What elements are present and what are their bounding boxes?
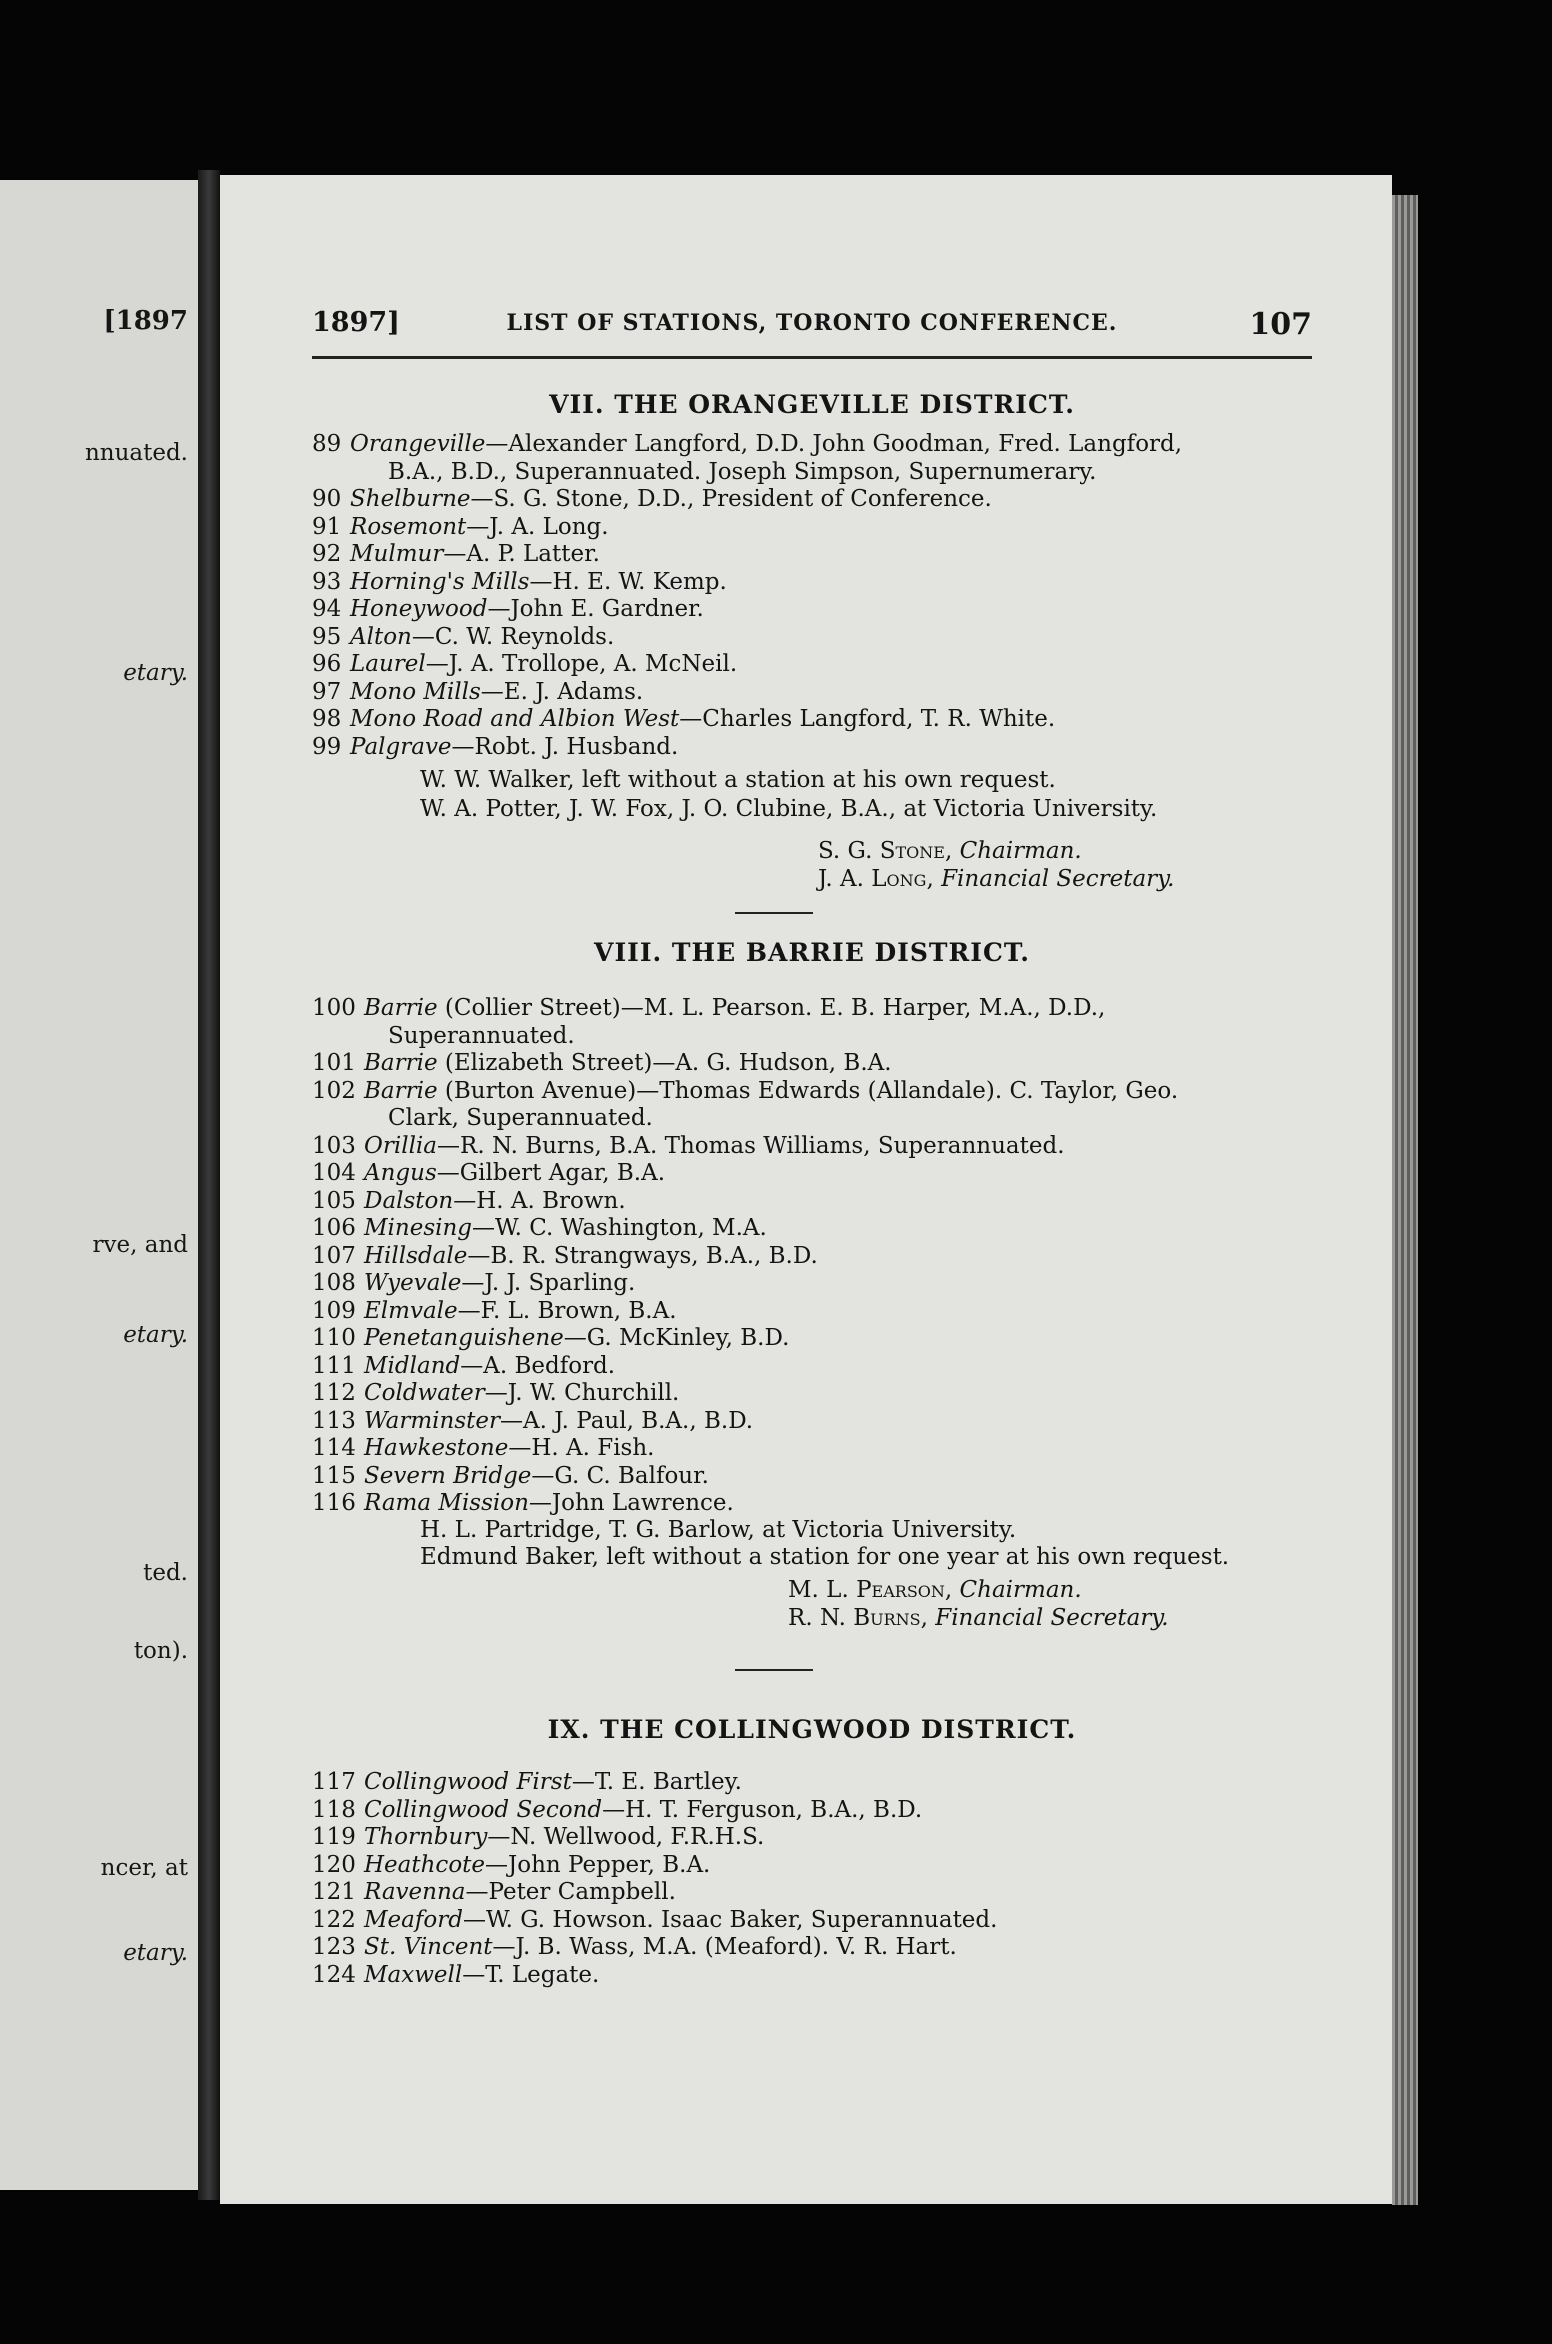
station-entry xyxy=(312,1408,1312,1435)
station-ministers: —W. C. Washington, M.A. xyxy=(472,1215,767,1241)
signature-chairman xyxy=(788,1577,1082,1604)
station-ministers: —Peter Campbell. xyxy=(465,1879,676,1905)
station-number: 108 xyxy=(312,1270,356,1296)
district-note: W. W. Walker, left without a station at his own request. xyxy=(420,767,1056,793)
station-number: 105 xyxy=(312,1187,356,1214)
district-note: Edmund Baker, left without a station for one year at his own request. xyxy=(420,1544,1230,1570)
station-entry xyxy=(312,995,1312,1022)
station-number: 113 xyxy=(312,1407,356,1434)
station-entry xyxy=(312,1325,1312,1352)
station-place: Penetanguishene xyxy=(364,1325,564,1351)
signatory-name: R. N. Burns, xyxy=(788,1605,928,1631)
signatory-name: S. G. Stone, xyxy=(818,838,953,864)
station-place: Meaford xyxy=(364,1906,463,1933)
page-edge xyxy=(1392,195,1418,2205)
station-place: Barrie xyxy=(364,1077,438,1104)
station-place: Orillia xyxy=(364,1132,437,1159)
signature-secretary xyxy=(818,866,1174,893)
station-number: 124 xyxy=(312,1961,356,1988)
left-page-header: [1897 xyxy=(103,306,188,336)
station-entry xyxy=(312,1050,1312,1077)
station-ministers: —Charles Langford, T. R. White. xyxy=(679,706,1056,732)
right-page xyxy=(220,175,1392,2204)
station-entry-continuation: Superannuated. xyxy=(388,1022,575,1049)
header-title: LIST OF STATIONS, TORONTO CONFERENCE. xyxy=(506,310,1118,336)
station-entry xyxy=(312,1934,1312,1961)
station-place: Mulmur xyxy=(350,541,444,567)
station-ministers: —N. Wellwood, F.R.H.S. xyxy=(487,1824,765,1850)
station-number: 119 xyxy=(312,1824,356,1850)
station-number: 91 xyxy=(312,513,342,540)
station-ministers: (Burton Avenue)—Thomas Edwards (Allandale). C. Taylor, Geo. xyxy=(437,1077,1179,1104)
station-ministers: —T. Legate. xyxy=(462,1961,600,1988)
station-entry xyxy=(312,1490,1312,1517)
station-place: Wyevale xyxy=(364,1270,462,1296)
station-place: Warminster xyxy=(364,1407,500,1434)
station-place: Hawkestone xyxy=(364,1435,509,1461)
left-fragment: etary. xyxy=(123,1322,188,1348)
station-entry xyxy=(312,1078,1312,1105)
station-entry xyxy=(312,1907,1312,1934)
station-entry xyxy=(312,1188,1312,1215)
station-number: 89 xyxy=(312,431,342,457)
signatory-role: Financial Secretary. xyxy=(941,866,1175,892)
station-number: 122 xyxy=(312,1906,356,1933)
running-head xyxy=(312,307,1312,347)
station-place: Honeywood xyxy=(350,596,488,622)
station-number: 114 xyxy=(312,1435,356,1461)
station-ministers: —John E. Gardner. xyxy=(487,596,704,622)
station-ministers: —H. T. Ferguson, B.A., B.D. xyxy=(602,1796,923,1823)
signatory-name: J. A. Long, xyxy=(818,866,934,892)
station-number: 106 xyxy=(312,1215,356,1241)
station-number: 109 xyxy=(312,1297,356,1324)
station-number: 123 xyxy=(312,1934,356,1960)
station-entry xyxy=(312,1160,1312,1187)
signature-chairman xyxy=(818,838,1082,865)
station-place: Horning's Mills xyxy=(350,568,530,595)
book-gutter xyxy=(198,170,220,2200)
station-ministers: —John Lawrence. xyxy=(528,1490,734,1516)
signatory-role: Chairman. xyxy=(959,1577,1082,1603)
station-place: Minesing xyxy=(364,1215,473,1241)
signatory-role: Financial Secretary. xyxy=(935,1605,1169,1631)
station-number: 121 xyxy=(312,1879,356,1905)
station-entry xyxy=(312,541,1312,568)
signature-secretary xyxy=(788,1605,1169,1632)
station-number: 110 xyxy=(312,1325,356,1351)
station-number: 94 xyxy=(312,596,342,622)
left-fragment: ncer, at xyxy=(100,1855,188,1881)
station-entry xyxy=(312,1879,1312,1906)
left-fragment: nnuated. xyxy=(84,440,188,466)
station-entry xyxy=(312,486,1312,513)
station-number: 117 xyxy=(312,1769,356,1795)
station-ministers: —W. G. Howson. Isaac Baker, Superannuated. xyxy=(462,1906,998,1933)
signatory-role: Chairman. xyxy=(959,838,1082,864)
station-ministers: —E. J. Adams. xyxy=(480,678,644,705)
station-entry xyxy=(312,1962,1312,1989)
station-entry xyxy=(312,651,1312,678)
station-entry xyxy=(312,1298,1312,1325)
station-ministers: —Alexander Langford, D.D. John Goodman, Fred. Langford, xyxy=(485,431,1183,457)
station-ministers: —G. C. Balfour. xyxy=(531,1462,709,1489)
station-ministers: —J. B. Wass, M.A. (Meaford). V. R. Hart. xyxy=(492,1934,957,1960)
station-number: 96 xyxy=(312,651,342,677)
station-ministers: —Robt. J. Husband. xyxy=(451,733,679,760)
station-entry xyxy=(312,569,1312,596)
district-note: W. A. Potter, J. W. Fox, J. O. Clubine, B.A., at Victoria University. xyxy=(420,796,1158,822)
station-ministers: —C. W. Reynolds. xyxy=(411,623,615,650)
station-ministers: —J. A. Long. xyxy=(466,513,609,540)
station-entry xyxy=(312,1435,1312,1462)
station-place: Barrie xyxy=(364,1050,438,1076)
station-place: St. Vincent xyxy=(364,1934,493,1960)
station-number: 95 xyxy=(312,623,342,650)
page-number: 107 xyxy=(1249,307,1312,342)
station-place: Alton xyxy=(350,623,412,650)
station-number: 107 xyxy=(312,1242,356,1269)
station-place: Hillsdale xyxy=(364,1242,468,1269)
station-ministers: —A. J. Paul, B.A., B.D. xyxy=(499,1407,754,1434)
station-number: 103 xyxy=(312,1132,356,1159)
district-heading: VII. THE ORANGEVILLE DISTRICT. xyxy=(549,390,1075,419)
station-number: 118 xyxy=(312,1796,356,1823)
station-ministers: —S. G. Stone, D.D., President of Conference. xyxy=(470,486,992,512)
station-ministers: —B. R. Strangways, B.A., B.D. xyxy=(467,1242,818,1269)
station-number: 101 xyxy=(312,1050,356,1076)
left-fragment: ton). xyxy=(133,1638,188,1664)
station-entry-continuation: Clark, Superannuated. xyxy=(388,1105,653,1131)
station-ministers: —G. McKinley, B.D. xyxy=(563,1325,790,1351)
station-place: Rosemont xyxy=(350,513,467,540)
station-entry xyxy=(312,1463,1312,1490)
station-place: Palgrave xyxy=(350,733,452,760)
station-place: Barrie xyxy=(364,995,438,1021)
station-entry xyxy=(312,1824,1312,1851)
station-ministers: —H. A. Brown. xyxy=(453,1187,626,1214)
station-place: Coldwater xyxy=(364,1380,485,1406)
station-entry xyxy=(312,1380,1312,1407)
station-place: Shelburne xyxy=(350,486,471,512)
station-place: Ravenna xyxy=(364,1879,466,1905)
station-number: 100 xyxy=(312,995,356,1021)
station-number: 97 xyxy=(312,678,342,705)
left-page-fragment xyxy=(0,180,201,2190)
station-place: Thornbury xyxy=(364,1824,488,1850)
station-number: 116 xyxy=(312,1490,356,1516)
station-ministers: —T. E. Bartley. xyxy=(571,1769,742,1795)
station-entry xyxy=(312,734,1312,761)
station-entry xyxy=(312,1797,1312,1824)
station-number: 90 xyxy=(312,486,342,512)
district-heading: VIII. THE BARRIE DISTRICT. xyxy=(594,938,1030,967)
station-entry xyxy=(312,1215,1312,1242)
station-place: Elmvale xyxy=(364,1297,458,1324)
station-ministers: —Gilbert Agar, B.A. xyxy=(436,1160,666,1186)
station-place: Severn Bridge xyxy=(364,1462,532,1489)
header-rule xyxy=(312,356,1312,359)
section-separator xyxy=(735,1669,813,1671)
station-entry xyxy=(312,431,1312,458)
station-place: Collingwood Second xyxy=(364,1796,603,1823)
station-entry xyxy=(312,1133,1312,1160)
station-ministers: —H. A. Fish. xyxy=(508,1435,655,1461)
left-fragment: ted. xyxy=(143,1560,188,1586)
station-number: 111 xyxy=(312,1352,356,1379)
station-number: 102 xyxy=(312,1077,356,1104)
station-ministers: —J. W. Churchill. xyxy=(484,1380,680,1406)
station-number: 98 xyxy=(312,706,342,732)
station-place: Orangeville xyxy=(350,431,486,457)
station-number: 115 xyxy=(312,1462,356,1489)
station-entry-continuation: B.A., B.D., Superannuated. Joseph Simpson, Supernumerary. xyxy=(388,458,1097,485)
signatory-name: M. L. Pearson, xyxy=(788,1577,953,1603)
station-place: Dalston xyxy=(364,1187,454,1214)
station-place: Laurel xyxy=(350,651,426,677)
station-number: 99 xyxy=(312,733,342,760)
station-ministers: —A. Bedford. xyxy=(460,1352,616,1379)
station-place: Heathcote xyxy=(364,1851,486,1878)
left-fragment: etary. xyxy=(123,660,188,686)
station-ministers: —J. A. Trollope, A. McNeil. xyxy=(425,651,738,677)
left-fragment: rve, and xyxy=(92,1232,188,1258)
station-ministers: —H. E. W. Kemp. xyxy=(529,568,727,595)
station-entry xyxy=(312,596,1312,623)
left-fragment: etary. xyxy=(123,1940,188,1966)
station-place: Mono Mills xyxy=(350,678,481,705)
station-entry xyxy=(312,1353,1312,1380)
station-entry xyxy=(312,706,1312,733)
header-year: 1897] xyxy=(312,307,400,338)
station-entry xyxy=(312,514,1312,541)
station-number: 93 xyxy=(312,568,342,595)
station-ministers: (Collier Street)—M. L. Pearson. E. B. Harper, M.A., D.D., xyxy=(437,995,1106,1021)
station-ministers: —J. J. Sparling. xyxy=(461,1270,636,1296)
station-ministers: (Elizabeth Street)—A. G. Hudson, B.A. xyxy=(437,1050,892,1076)
district-heading: IX. THE COLLINGWOOD DISTRICT. xyxy=(547,1715,1077,1744)
station-number: 104 xyxy=(312,1160,356,1186)
station-entry xyxy=(312,1769,1312,1796)
station-entry xyxy=(312,1270,1312,1297)
station-entry xyxy=(312,624,1312,651)
station-place: Collingwood First xyxy=(364,1769,572,1795)
station-entry xyxy=(312,1243,1312,1270)
station-ministers: —A. P. Latter. xyxy=(443,541,600,567)
station-place: Mono Road and Albion West xyxy=(350,706,680,732)
station-number: 92 xyxy=(312,541,342,567)
station-place: Maxwell xyxy=(364,1961,463,1988)
station-ministers: —R. N. Burns, B.A. Thomas Williams, Superannuated. xyxy=(437,1132,1065,1159)
station-number: 112 xyxy=(312,1380,356,1406)
station-number: 120 xyxy=(312,1851,356,1878)
district-note: H. L. Partridge, T. G. Barlow, at Victoria University. xyxy=(420,1517,1017,1543)
station-entry xyxy=(312,679,1312,706)
station-place: Rama Mission xyxy=(364,1490,529,1516)
station-place: Midland xyxy=(364,1352,461,1379)
station-ministers: —F. L. Brown, B.A. xyxy=(457,1297,677,1324)
section-separator xyxy=(735,912,813,914)
station-entry xyxy=(312,1852,1312,1879)
station-ministers: —John Pepper, B.A. xyxy=(485,1851,711,1878)
station-place: Angus xyxy=(364,1160,437,1186)
